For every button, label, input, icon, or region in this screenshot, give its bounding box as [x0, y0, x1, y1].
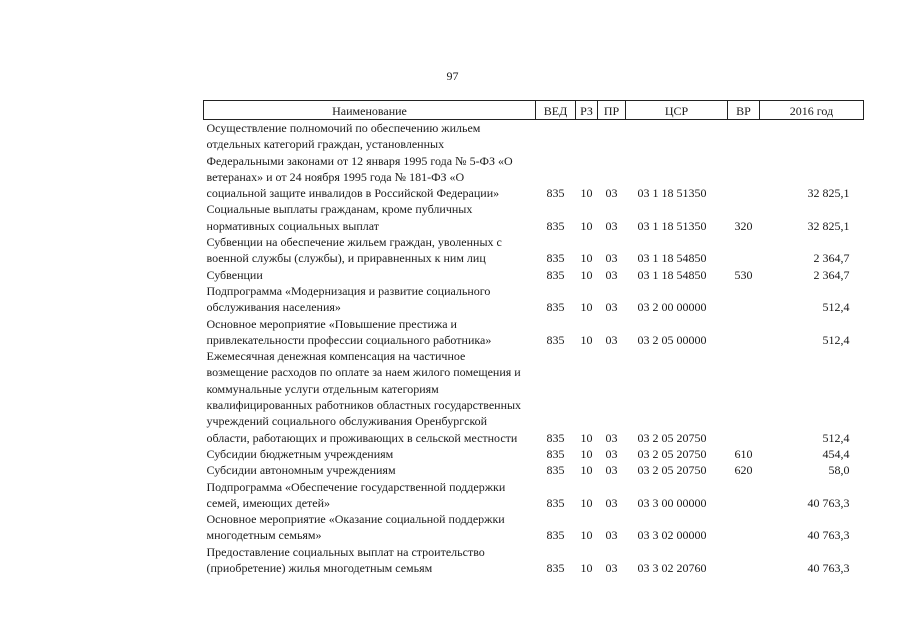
table-row [204, 348, 864, 446]
cell-vr [728, 544, 760, 577]
cell-ved: 835 [546, 300, 565, 315]
cell-vr: 610 [734, 446, 753, 461]
cell-rz: 10 [580, 267, 593, 282]
table-header-row [204, 101, 864, 120]
table-row [204, 234, 864, 267]
cell-rz: 10 [580, 332, 593, 347]
cell-vr [728, 479, 760, 512]
cell-name: Субсидии бюджетным учреждениям [206, 446, 394, 461]
cell-vr [728, 316, 760, 349]
cell-ved: 835 [546, 430, 565, 445]
cell-amount: 40 763,3 [807, 561, 850, 576]
table-row [204, 462, 864, 478]
table-row [204, 544, 864, 577]
cell-rz: 10 [580, 561, 593, 576]
cell-ved: 835 [546, 251, 565, 266]
cell-vr: 620 [734, 463, 753, 478]
cell-name: Подпрограмма «Модернизация и развитие социального обслуживания населения» [206, 283, 491, 315]
cell-amount: 40 763,3 [807, 528, 850, 543]
cell-pr: 03 [605, 528, 618, 543]
cell-name: Субвенции [206, 267, 263, 282]
cell-csr: 03 3 02 00000 [637, 528, 707, 543]
cell-csr: 03 2 05 20750 [637, 446, 707, 461]
cell-name: Социальные выплаты гражданам, кроме публичных нормативных социальных выплат [206, 202, 473, 233]
table-row [204, 120, 864, 202]
table-row [204, 511, 864, 544]
cell-amount: 2 364,7 [813, 267, 850, 282]
cell-amount: 58,0 [828, 463, 850, 478]
cell-pr: 03 [605, 430, 618, 445]
cell-csr: 03 1 18 54850 [637, 267, 707, 282]
cell-ved: 835 [546, 463, 565, 478]
cell-name: Ежемесячная денежная компенсация на частичное возмещение расходов по оплате за наем жилого помещения и коммунальные услуги отдельным категориям квалифицированных работников областных государственных учреждений социального обслуживания Оренбургской области, работающих и проживающих в сельской местности [206, 349, 522, 445]
cell-rz: 10 [580, 495, 593, 510]
cell-rz: 10 [580, 430, 593, 445]
table-row [204, 479, 864, 512]
cell-pr: 03 [605, 300, 618, 315]
cell-ved: 835 [546, 495, 565, 510]
cell-vr [728, 348, 760, 446]
cell-ved: 835 [546, 218, 565, 233]
cell-amount: 40 763,3 [807, 495, 850, 510]
cell-name: Осуществление полномочий по обеспечению жильем отдельных категорий граждан, установленных Федеральными законами от 12 января 1995 года № 5-ФЗ «О ветеранах» и от 24 ноября 1995 года № 181-ФЗ «О социальной защите инвалидов в Российской Федерации» [206, 121, 513, 201]
cell-vr: 530 [734, 267, 753, 282]
cell-csr: 03 2 00 00000 [637, 300, 707, 315]
cell-csr: 03 3 02 20760 [637, 561, 707, 576]
cell-rz: 10 [580, 251, 593, 266]
cell-amount: 512,4 [822, 300, 850, 315]
cell-name: Предоставление социальных выплат на строительство (приобретение) жилья многодетным семьям [206, 544, 485, 576]
page-number: 97 [446, 69, 459, 83]
cell-amount: 512,4 [822, 332, 850, 347]
cell-name: Основное мероприятие «Повышение престижа и привлекательности профессии социального работника» [206, 316, 492, 347]
cell-amount: 32 825,1 [807, 186, 850, 201]
cell-rz: 10 [580, 446, 593, 461]
cell-pr: 03 [605, 332, 618, 347]
cell-pr: 03 [605, 267, 618, 282]
cell-ved: 835 [546, 267, 565, 282]
cell-name: Субвенции на обеспечение жильем граждан, уволенных с военной службы (службы), и приравненных к ним лиц [206, 235, 502, 266]
cell-amount: 512,4 [822, 430, 850, 445]
header-ved: ВЕД [536, 101, 576, 120]
cell-csr: 03 1 18 51350 [637, 186, 707, 201]
cell-pr: 03 [605, 218, 618, 233]
cell-pr: 03 [605, 186, 618, 201]
cell-vr [728, 511, 760, 544]
cell-csr: 03 1 18 54850 [637, 251, 707, 266]
cell-csr: 03 3 00 00000 [637, 495, 707, 510]
cell-ved: 835 [546, 561, 565, 576]
cell-ved: 835 [546, 332, 565, 347]
cell-name: Основное мероприятие «Оказание социальной поддержки многодетным семьям» [206, 512, 505, 543]
cell-csr: 03 2 05 20750 [637, 463, 707, 478]
cell-csr: 03 2 05 00000 [637, 332, 707, 347]
cell-rz: 10 [580, 218, 593, 233]
header-pr: ПР [598, 101, 626, 120]
table-row [204, 446, 864, 462]
cell-pr: 03 [605, 561, 618, 576]
cell-pr: 03 [605, 446, 618, 461]
cell-name: Субсидии автономным учреждениям [206, 463, 396, 478]
cell-ved: 835 [546, 528, 565, 543]
cell-amount: 32 825,1 [807, 218, 850, 233]
cell-pr: 03 [605, 251, 618, 266]
budget-table [203, 100, 864, 576]
cell-ved: 835 [546, 186, 565, 201]
header-rz: РЗ [576, 101, 598, 120]
cell-vr [728, 234, 760, 267]
header-year: 2016 год [760, 101, 864, 120]
table-row [204, 283, 864, 316]
cell-vr: 320 [734, 218, 753, 233]
cell-pr: 03 [605, 495, 618, 510]
table-row [204, 316, 864, 349]
cell-csr: 03 1 18 51350 [637, 218, 707, 233]
cell-rz: 10 [580, 463, 593, 478]
header-vr: ВР [728, 101, 760, 120]
cell-name: Подпрограмма «Обеспечение государственной поддержки семей, имеющих детей» [206, 479, 506, 510]
cell-rz: 10 [580, 528, 593, 543]
cell-vr [728, 283, 760, 316]
table-row [204, 201, 864, 234]
header-csr: ЦСР [626, 101, 728, 120]
header-name: Наименование [204, 101, 536, 120]
cell-pr: 03 [605, 463, 618, 478]
cell-rz: 10 [580, 300, 593, 315]
cell-ved: 835 [546, 446, 565, 461]
cell-vr [728, 120, 760, 202]
cell-rz: 10 [580, 186, 593, 201]
cell-amount: 2 364,7 [813, 251, 850, 266]
cell-csr: 03 2 05 20750 [637, 430, 707, 445]
table-row [204, 267, 864, 283]
cell-amount: 454,4 [822, 446, 850, 461]
